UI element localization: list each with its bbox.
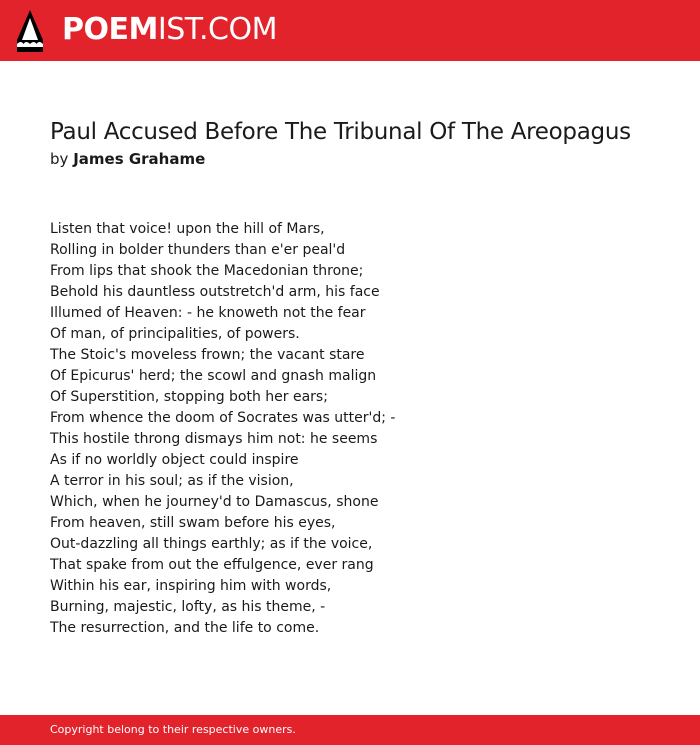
poem-line: The Stoic's moveless frown; the vacant stare	[50, 347, 365, 363]
site-footer	[0, 715, 700, 745]
poem-line: Which, when he journey'd to Damascus, shone	[50, 494, 379, 510]
poem-line: Illumed of Heaven: - he knoweth not the fear	[50, 305, 366, 321]
poem-line: Of man, of principalities, of powers.	[50, 326, 300, 342]
site-logo[interactable]	[62, 12, 277, 48]
logo-light-text: IST.COM	[157, 12, 277, 47]
poem-body	[50, 219, 650, 639]
by-label: by	[50, 150, 69, 168]
byline	[50, 149, 205, 169]
site-header	[0, 0, 700, 61]
poem-title: Paul Accused Before The Tribunal Of The Areopagus	[50, 119, 631, 145]
poem-line: Listen that voice! upon the hill of Mars,	[50, 221, 325, 237]
poem-line: Rolling in bolder thunders than e'er peal'd	[50, 242, 346, 258]
poem-line: Behold his dauntless outstretch'd arm, his face	[50, 284, 380, 300]
poem-line: Out-dazzling all things earthly; as if the voice,	[50, 536, 373, 552]
logo-bold-text: POEM	[62, 12, 158, 47]
poem-line: This hostile throng dismays him not: he seems	[50, 431, 378, 447]
poem-line: From lips that shook the Macedonian throne;	[50, 263, 364, 279]
author-name: James Grahame	[73, 150, 206, 168]
poem-line: Of Epicurus' herd; the scowl and gnash malign	[50, 368, 377, 384]
poem-line: Within his ear, inspiring him with words,	[50, 578, 332, 594]
pen-nib-icon[interactable]	[17, 10, 43, 52]
poem-line: Of Superstition, stopping both her ears;	[50, 389, 328, 405]
poem-line: Burning, majestic, lofty, as his theme, -	[50, 599, 326, 615]
poem-line: From whence the doom of Socrates was utter'd; -	[50, 410, 396, 426]
poem-line: The resurrection, and the life to come.	[50, 620, 320, 636]
poem-line: As if no worldly object could inspire	[50, 452, 299, 468]
poem-line: From heaven, still swam before his eyes,	[50, 515, 336, 531]
copyright-notice: Copyright belong to their respective owners.	[50, 723, 296, 736]
poem-line: That spake from out the effulgence, ever rang	[50, 557, 374, 573]
poem-line: A terror in his soul; as if the vision,	[50, 473, 294, 489]
